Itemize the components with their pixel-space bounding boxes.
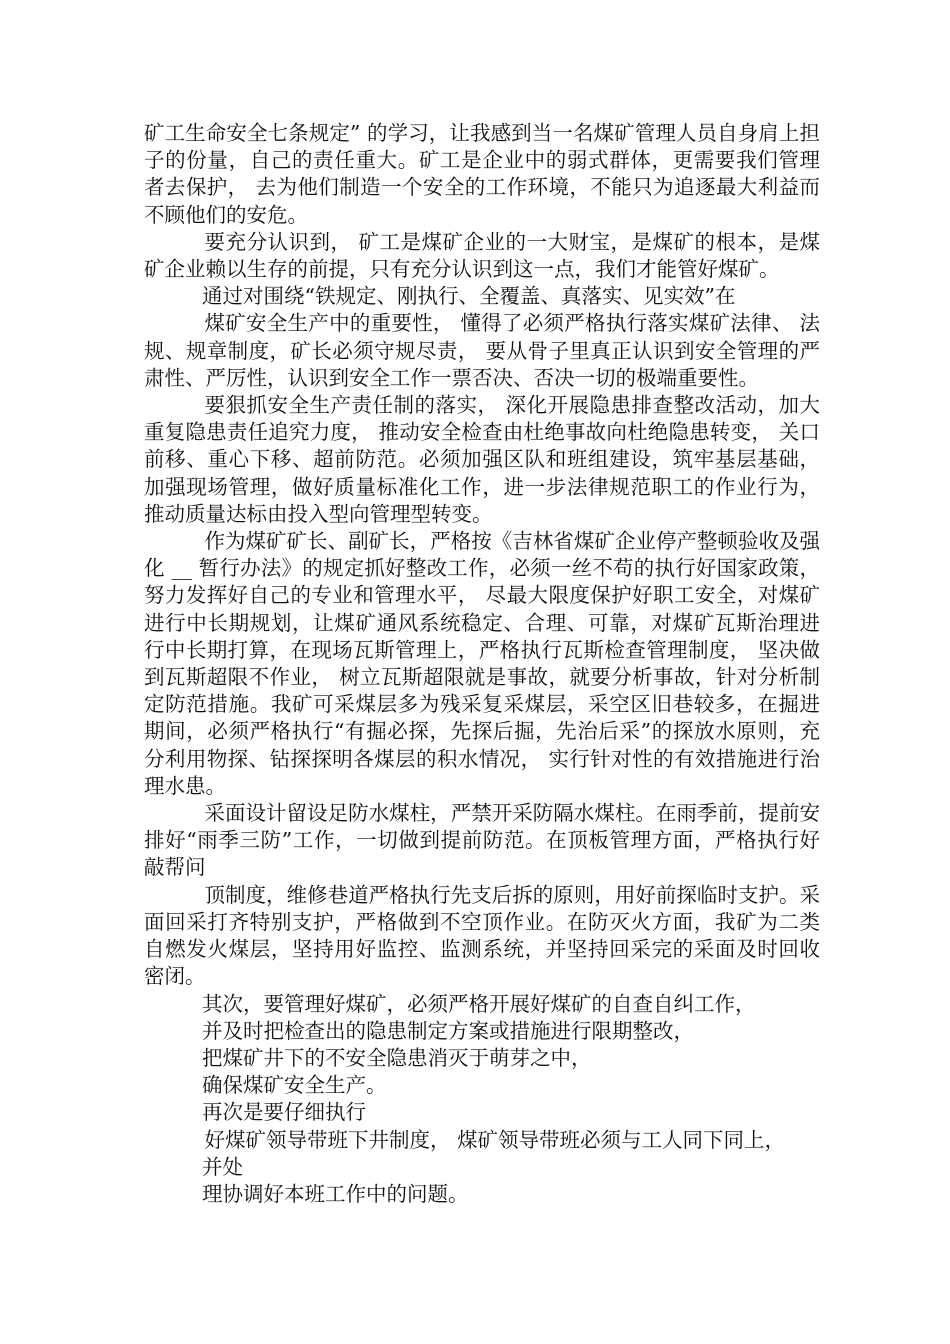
paragraph: 矿工生命安全七条规定” 的学习，让我感到当一名煤矿管理人员自身肩上担子的份量，自己的责任重大。矿工是企业中的弱式群体，更需要我们管理者去保护， 去为他们制造一个安全的工作环境，不能只为追逐最大利益而不顾他们的安危。 xyxy=(144,121,820,227)
paragraph: 要充分认识到， 矿工是煤矿企业的一大财宝，是煤矿的根本，是煤矿企业赖以生存的前提，只有充分认识到这一点，我们才能管好煤矿。 xyxy=(144,229,820,282)
paragraph: 并处 xyxy=(202,1154,243,1179)
paragraph: 并及时把检查出的隐患制定方案或措施进行限期整改， xyxy=(202,1018,694,1043)
paragraph: 把煤矿井下的不安全隐患消灭于萌芽之中， xyxy=(202,1045,592,1070)
paragraph: 好煤矿领导带班下井制度， 煤矿领导带班必须与工人同下同上， xyxy=(204,1127,785,1152)
paragraph: 确保煤矿安全生产。 xyxy=(202,1073,387,1098)
document-body xyxy=(144,120,820,1208)
paragraph: 顶制度，维修巷道严格执行先支后拆的原则，用好前探临时支护。采面回采打齐特别支护，严格做到不空顶作业。在防灭火方面，我矿为二类自燃发火煤层，坚持用好监控、监测系统，并坚持回采完的采面及时回收密闭。 xyxy=(144,882,820,989)
paragraph: 要狠抓安全生产责任制的落实， 深化开展隐患排查整改活动，加大重复隐患责任追究力度， 推动安全检查由杜绝事故向杜绝隐患转变， 关口前移、重心下移、超前防范。必须加强区队和班组建设，筑牢基层基础，加强现场管理，做好质量标准化工作，进一步法律规范职工的作业行为，推动质量达标由投入型向管理型转变。 xyxy=(144,393,820,526)
paragraph: 其次，要管理好煤矿，必须严格开展好煤矿的自查自纠工作， xyxy=(202,991,756,1016)
paragraph: 再次是要仔细执行 xyxy=(202,1100,366,1125)
paragraph: 煤矿安全生产中的重要性， 懂得了必须严格执行落实煤矿法律、 法规、规章制度，矿长必须守规尽责， 要从骨子里真正认识到安全管理的严肃性、严厉性，认识到安全工作一票否决、否决一切的极端重要性。 xyxy=(144,311,820,390)
paragraph: 采面设计留设足防水煤柱，严禁开采防隔水煤柱。在雨季前，提前安排好“雨季三防”工作，一切做到提前防范。在顶板管理方面，严格执行好敲帮问 xyxy=(144,801,820,880)
paragraph: 通过对围绕“铁规定、刚执行、全覆盖、真落实、见实效”在 xyxy=(202,284,736,309)
paragraph: 作为煤矿矿长、副矿长，严格按《吉林省煤矿企业停产整顿验收及强化 __ 暂行办法》的规定抓好整改工作，必须一丝不苟的执行好国家政策，努力发挥好自己的专业和管理水平， 尽最大限度保护好职工安全，对煤矿进行中长期规划，让煤矿通风系统稳定、合理、可靠，对煤矿瓦斯治理进行中长期打算，在现场瓦斯管理上，严格执行瓦斯检查管理制度， 坚决做到瓦斯超限不作业， 树立瓦斯超限就是事故，就要分析事故，针对分析制定防范措施。我矿可采煤层多为残采复采煤层，采空区旧巷较多，在掘进期间，必须严格执行“有掘必探，先探后掘，先治后采”的探放水原则，充分利用物探、钻探探明各煤层的积水情况， 实行针对性的有效措施进行治理水患。 xyxy=(144,529,820,798)
paragraph: 理协调好本班工作中的问题。 xyxy=(202,1181,469,1206)
